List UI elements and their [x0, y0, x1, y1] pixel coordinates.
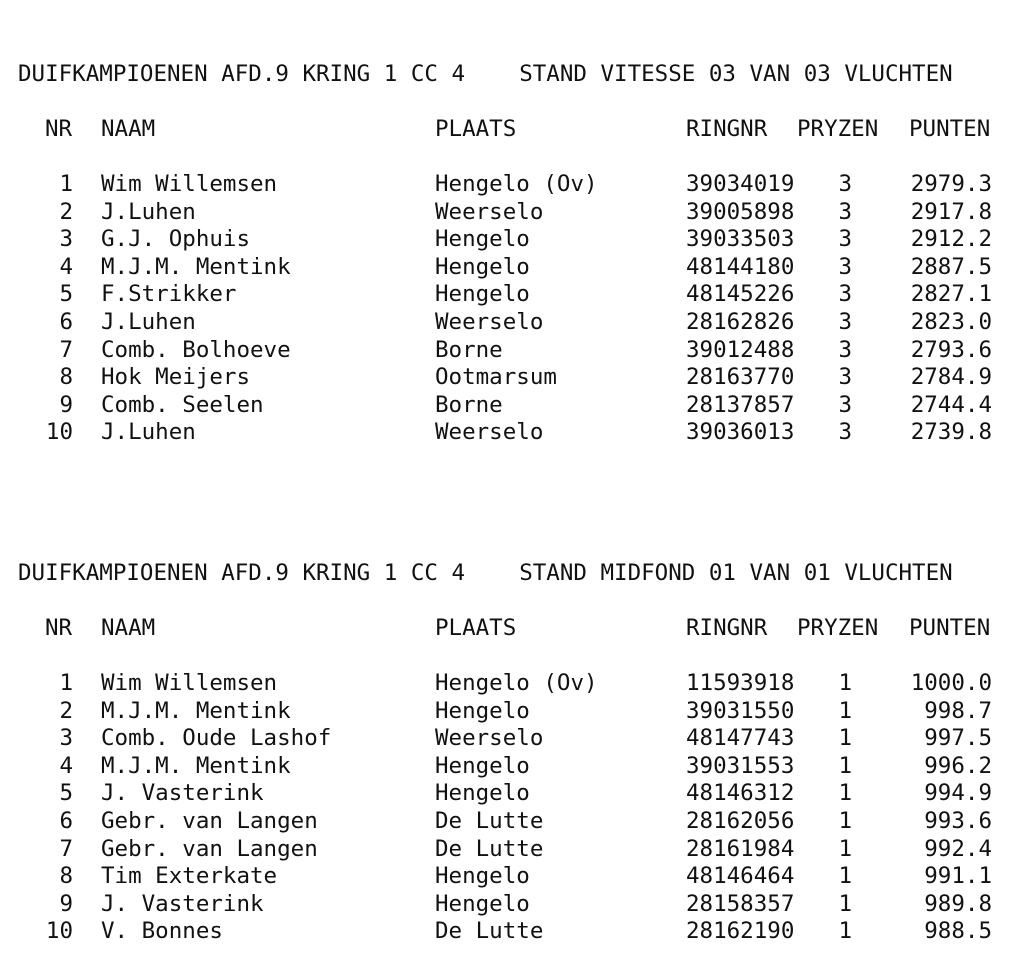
cell-plaats: Hengelo (Ov) [435, 670, 598, 696]
table-row [0, 670, 1024, 698]
cell-pryzen: 1 [838, 890, 852, 917]
cell-nr: 10 [45, 419, 73, 446]
cell-ringnr: 28162056 [686, 807, 795, 834]
table-row [0, 863, 1024, 891]
cell-ringnr: 11593918 [686, 670, 795, 696]
cell-naam: M.J.M. Mentink [101, 697, 291, 724]
cell-naam: J.Luhen [101, 419, 196, 446]
cell-punten: 2917.8 [910, 198, 992, 225]
cell-punten: 994.9 [924, 780, 992, 807]
cell-naam: F.Strikker [101, 281, 237, 308]
section-title [18, 559, 953, 587]
cell-plaats: Weerselo [435, 725, 544, 752]
cell-plaats: De Lutte [435, 918, 544, 945]
cell-naam: Comb. Seelen [101, 391, 264, 418]
cell-punten: 993.6 [924, 807, 992, 834]
table-row [0, 392, 1024, 420]
header-pryzen: PRYZEN [797, 116, 879, 142]
cell-punten: 998.7 [924, 697, 992, 724]
table-body [0, 171, 1024, 447]
cell-punten: 1000.0 [910, 670, 992, 696]
table-header [0, 115, 1024, 143]
cell-punten: 2827.1 [910, 281, 992, 308]
cell-plaats: Weerselo [435, 419, 544, 446]
cell-naam: Wim Willemsen [101, 670, 278, 696]
cell-nr: 3 [59, 226, 73, 253]
cell-punten: 2784.9 [910, 364, 992, 391]
cell-plaats: Hengelo [435, 697, 530, 724]
table-row [0, 281, 1024, 309]
cell-plaats: Hengelo [435, 863, 530, 890]
table-row [0, 753, 1024, 781]
cell-punten: 989.8 [924, 890, 992, 917]
cell-plaats: Hengelo [435, 752, 530, 779]
cell-nr: 5 [59, 281, 73, 308]
cell-nr: 4 [59, 752, 73, 779]
cell-pryzen: 1 [838, 670, 852, 696]
table-row [0, 419, 1024, 447]
cell-plaats: Borne [435, 391, 503, 418]
cell-ringnr: 39005898 [686, 198, 795, 225]
cell-nr: 8 [59, 364, 73, 391]
cell-ringnr: 28162826 [686, 308, 795, 335]
cell-naam: V. Bonnes [101, 918, 223, 945]
header-plaats: PLAATS [435, 615, 517, 641]
table-row [0, 891, 1024, 919]
cell-plaats: Ootmarsum [435, 364, 557, 391]
cell-nr: 2 [59, 697, 73, 724]
cell-punten: 996.2 [924, 752, 992, 779]
cell-nr: 2 [59, 198, 73, 225]
cell-pryzen: 1 [838, 807, 852, 834]
cell-naam: G.J. Ophuis [101, 226, 251, 253]
cell-punten: 2912.2 [910, 226, 992, 253]
table-header [0, 614, 1024, 642]
cell-ringnr: 28158357 [686, 890, 795, 917]
cell-plaats: Weerselo [435, 308, 544, 335]
cell-plaats: De Lutte [435, 807, 544, 834]
cell-ringnr: 39033503 [686, 226, 795, 253]
cell-naam: Tim Exterkate [101, 863, 278, 890]
cell-nr: 10 [45, 918, 73, 945]
header-ringnr: RINGNR [686, 116, 768, 142]
table-row [0, 171, 1024, 199]
table-row [0, 725, 1024, 753]
cell-ringnr: 28161984 [686, 835, 795, 862]
cell-pryzen: 3 [838, 253, 852, 280]
cell-nr: 5 [59, 780, 73, 807]
cell-nr: 6 [59, 807, 73, 834]
cell-ringnr: 39031553 [686, 752, 795, 779]
cell-naam: M.J.M. Mentink [101, 253, 291, 280]
cell-pryzen: 3 [838, 226, 852, 253]
cell-ringnr: 48146464 [686, 863, 795, 890]
cell-nr: 6 [59, 308, 73, 335]
cell-ringnr: 48144180 [686, 253, 795, 280]
cell-ringnr: 48147743 [686, 725, 795, 752]
cell-pryzen: 3 [838, 336, 852, 363]
table-row [0, 698, 1024, 726]
cell-ringnr: 28163770 [686, 364, 795, 391]
table-row [0, 780, 1024, 808]
table-row [0, 199, 1024, 227]
cell-naam: Gebr. van Langen [101, 835, 318, 862]
cell-naam: Comb. Bolhoeve [101, 336, 291, 363]
cell-pryzen: 1 [838, 697, 852, 724]
cell-pryzen: 3 [838, 308, 852, 335]
cell-plaats: Hengelo [435, 226, 530, 253]
cell-nr: 4 [59, 253, 73, 280]
cell-pryzen: 1 [838, 918, 852, 945]
table-row [0, 808, 1024, 836]
header-naam: NAAM [101, 615, 156, 641]
cell-ringnr: 39012488 [686, 336, 795, 363]
cell-plaats: Borne [435, 336, 503, 363]
cell-pryzen: 3 [838, 391, 852, 418]
title-right: STAND VITESSE 03 VAN 03 VLUCHTEN [519, 61, 953, 87]
table-row [0, 309, 1024, 337]
cell-ringnr: 28162190 [686, 918, 795, 945]
header-plaats: PLAATS [435, 116, 517, 142]
cell-plaats: Hengelo [435, 890, 530, 917]
cell-plaats: Hengelo (Ov) [435, 171, 598, 197]
table-row [0, 337, 1024, 365]
cell-naam: Comb. Oude Lashof [101, 725, 332, 752]
cell-plaats: Hengelo [435, 253, 530, 280]
header-punten: PUNTEN [909, 116, 991, 142]
cell-plaats: De Lutte [435, 835, 544, 862]
cell-punten: 2823.0 [910, 308, 992, 335]
cell-punten: 2887.5 [910, 253, 992, 280]
cell-pryzen: 3 [838, 198, 852, 225]
table-row [0, 254, 1024, 282]
cell-pryzen: 1 [838, 780, 852, 807]
header-nr: NR [45, 116, 73, 142]
cell-punten: 992.4 [924, 835, 992, 862]
cell-nr: 1 [59, 171, 73, 197]
cell-punten: 988.5 [924, 918, 992, 945]
cell-ringnr: 28137857 [686, 391, 795, 418]
cell-naam: Gebr. van Langen [101, 807, 318, 834]
cell-naam: Hok Meijers [101, 364, 251, 391]
header-nr: NR [45, 615, 73, 641]
cell-punten: 991.1 [924, 863, 992, 890]
title-left: DUIFKAMPIOENEN AFD.9 KRING 1 CC 4 [18, 61, 466, 87]
cell-nr: 9 [59, 391, 73, 418]
cell-nr: 3 [59, 725, 73, 752]
header-pryzen: PRYZEN [797, 615, 879, 641]
cell-ringnr: 48145226 [686, 281, 795, 308]
cell-pryzen: 3 [838, 171, 852, 197]
cell-nr: 7 [59, 835, 73, 862]
cell-nr: 9 [59, 890, 73, 917]
cell-naam: J. Vasterink [101, 780, 264, 807]
cell-pryzen: 1 [838, 725, 852, 752]
cell-nr: 8 [59, 863, 73, 890]
cell-pryzen: 1 [838, 752, 852, 779]
section-title [18, 60, 953, 88]
table-row [0, 836, 1024, 864]
cell-plaats: Weerselo [435, 198, 544, 225]
cell-pryzen: 3 [838, 281, 852, 308]
cell-plaats: Hengelo [435, 780, 530, 807]
cell-naam: Wim Willemsen [101, 171, 278, 197]
cell-ringnr: 39034019 [686, 171, 795, 197]
title-right: STAND MIDFOND 01 VAN 01 VLUCHTEN [519, 560, 953, 586]
table-row [0, 918, 1024, 946]
cell-naam: J. Vasterink [101, 890, 264, 917]
header-ringnr: RINGNR [686, 615, 768, 641]
title-left: DUIFKAMPIOENEN AFD.9 KRING 1 CC 4 [18, 560, 466, 586]
cell-plaats: Hengelo [435, 281, 530, 308]
cell-nr: 7 [59, 336, 73, 363]
cell-nr: 1 [59, 670, 73, 696]
cell-naam: J.Luhen [101, 198, 196, 225]
cell-naam: M.J.M. Mentink [101, 752, 291, 779]
cell-punten: 2793.6 [910, 336, 992, 363]
cell-ringnr: 48146312 [686, 780, 795, 807]
cell-punten: 2739.8 [910, 419, 992, 446]
cell-ringnr: 39031550 [686, 697, 795, 724]
cell-pryzen: 3 [838, 364, 852, 391]
header-naam: NAAM [101, 116, 156, 142]
cell-naam: J.Luhen [101, 308, 196, 335]
cell-pryzen: 1 [838, 863, 852, 890]
cell-punten: 997.5 [924, 725, 992, 752]
table-body [0, 670, 1024, 946]
header-punten: PUNTEN [909, 615, 991, 641]
cell-punten: 2979.3 [910, 171, 992, 197]
cell-pryzen: 1 [838, 835, 852, 862]
cell-punten: 2744.4 [910, 391, 992, 418]
table-row [0, 364, 1024, 392]
table-row [0, 226, 1024, 254]
cell-ringnr: 39036013 [686, 419, 795, 446]
cell-pryzen: 3 [838, 419, 852, 446]
